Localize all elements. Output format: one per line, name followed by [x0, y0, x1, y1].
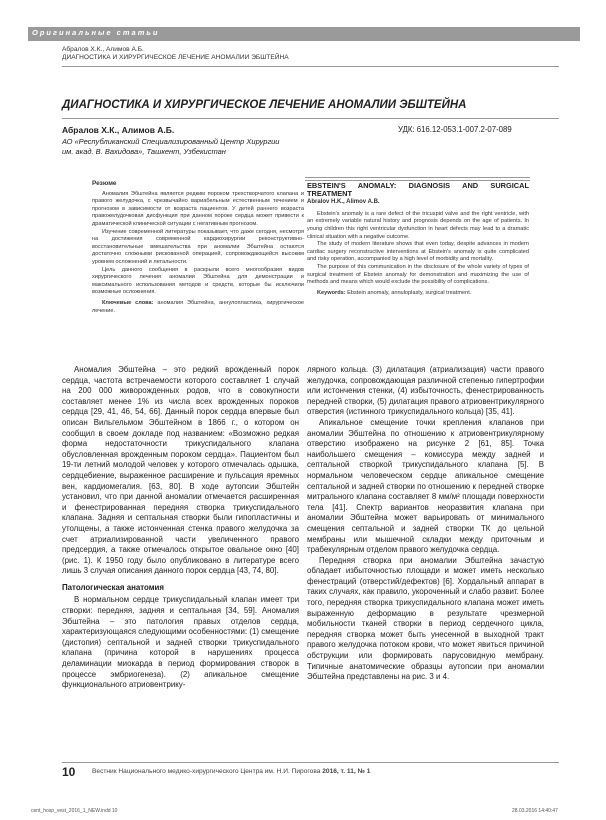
- print-file-mark: cent_hosp_vest_2016_1_NEW.indd 10: [31, 808, 118, 814]
- keywords-text: аномалия Эбштейна, аннулопластика, хирургическое лечение.: [92, 299, 305, 314]
- keywords-label: Ключевые слова:: [102, 299, 154, 306]
- affiliation-line: АО «Республиканский Специализированный Центр Хирургии: [62, 137, 280, 146]
- page-number: 10: [62, 765, 76, 779]
- section-subheading: Патологическая анатомия: [62, 582, 165, 592]
- abstract-keywords: [92, 300, 304, 315]
- body-column-right: [307, 365, 544, 683]
- abstract-en: [307, 182, 529, 297]
- section-label: Оригинальные статьи: [32, 28, 160, 37]
- abstract-ru: [92, 180, 304, 315]
- title-divider: [62, 118, 559, 119]
- running-head-authors: Абралов Х.К., Алимов А.Б.: [62, 46, 144, 53]
- abstract-paragraph: Изучение современной литературы показывает, что даже сегодня, несмотря на достижения современной кардиохирургии реконструктивно-восстановительные вмешательства при аномалии Эбштейна остаются достаточно сложными рискованной операцией, сопровождающейся высоким уровнем осложнений и летальности.: [92, 228, 304, 265]
- header-divider: [62, 66, 559, 67]
- running-head: [62, 46, 289, 62]
- body-paragraph: Аномалия Эбштейна – это редкий врожденный порок сердца, частота встречаемости которого составляет 1 случай на 200 000 живорожденных родов, что в совокупности составляет менее 1% из числа всех врожденных пороков сердца [29, 41, 46, 54, 66]. Данный порок сердца впервые был описан Вильгельмом Эбштейном в 1866 г., о котором он сообщил в своем докладе под названием: «Возможно редкая форма недостаточности трикуспидального клапана обусловленная врожденным пороком сердца». Пациентом был 19-ти летний молодой человек у которого отмечалась одышка, сердцебиение, выраженное расширение и пульсация яремных вен, кардиомегалия. [63, 80]. В ходе аутопсии Эбштейн установил, что при данной аномалии отмечается расширенная и фенестрированная передняя створка трикуспидального клапана. Задняя и септальная створки были гипопластичны и утолщены, а также истонченная стенка правого желудочка за счет атриализированной части увеличенного правого предсердия, а также отмечалось открытое овальное окно [40] (рис. 1). К 1950 году было опубликовано в литературе всего лишь 3 случая описания данного порок сердца [43, 74, 80].: [62, 365, 299, 576]
- journal-name: Вестник Национального медико-хирургического Центра им. Н.И. Пирогова: [92, 768, 321, 775]
- abstract-en-title: EBSTEIN'S ANOMALY: DIAGNOSIS AND SURGICAL TREATMENT: [307, 181, 529, 198]
- abstract-paragraph: Ebstein's anomaly is a rare defect of the tricuspid valve and the right ventricle, with an extremely variable natural history and prognosis depends on the age of patients. In young children this right ventricular dysfunction in heart defects may lead to a dramatic clinical situation with a negative outcome.: [307, 210, 529, 240]
- abstract-paragraph: The purpose of this communication in the disclosure of the whole variety of types of surgical treatment of Ebstein anomaly for demonstration and maximizing the use of methods and means which would exclude the possibility of complications.: [307, 263, 529, 286]
- body-paragraph: лярного кольца. (3) дилатация (атриализация) части правого желудочка, сопровождающая различной степенью гипертрофии или истончения стенки, (4) избыточность, фенестрированность передней створки, (5) дилатация правого атриовентрикулярного отверстия (истинного трикуспидального кольца) [35, 41].: [307, 365, 544, 417]
- abstract-paragraph: The study of modern literature shows that even today, despite advances in modern cardiac surgery reconstructive interventions at Ebstein's anomaly is quite complicated and risky operation, accompanied by a high level of morbidity and mortality.: [307, 241, 529, 263]
- abstract-en-rule: [305, 180, 530, 181]
- article-title: ДИАГНОСТИКА И ХИРУРГИЧЕСКОЕ ЛЕЧЕНИЕ АНОМАЛИИ ЭБШТЕЙНА: [62, 99, 467, 111]
- keywords-text: Ebstein anomaly, annuloplasty, surgical treatment.: [347, 289, 472, 296]
- body-paragraph: Апикальное смещение точки крепления клапанов при аномалии Эбштейна по отношению к атриовентрикулярному отверстию изображено на рисунке 2 [61, 85]. Точка наибольшего смещения – комиссура между задней и септальной створкой трикуспидального клапана [5]. В нормальном человеческом сердце апикальное смещение септальной и задней створки по отношению к передней створке митрального клапана составляет 8 мм/м² площади поверхности тела [41]. Спектр вариантов неоразвития клапана при аномалии Эбштейна может варьировать от минимального смещения септальной и задней створки ТК до цельной мембраны или мышечной складки между приточным и трабекулярным отделом правого желудочка сердца.: [307, 417, 544, 555]
- journal-issue: 2016, т. 11, № 1: [322, 768, 371, 775]
- body-paragraph: В нормальном сердце трикуспидальный клапан имеет три створки: передняя, задняя и септальная [34, 59]. Аномалия Эбштейна – это патология правых отделов сердца, характеризующаяся следующими особенностями: (1) смещение (дистопия) септальной и задней створки трикуспидального клапана (причина которой в нарушениях процесса деламинации миокарда в период формирования створок в процессе эмбриогенеза). (2) апикальное смещение функционального атриовентрику-: [62, 595, 299, 690]
- abstract-ru-heading: Резюме: [92, 180, 117, 187]
- udc-code: УДК: 616.12-053.1-007.2-07-089: [398, 125, 512, 134]
- section-banner: [28, 27, 580, 41]
- affiliation-line: им. акад. В. Вахидова», Ташкент, Узбекистан: [62, 147, 226, 156]
- abstract-keywords: [307, 290, 529, 298]
- body-column-left: [62, 365, 299, 691]
- abstract-en-rule: [305, 177, 530, 178]
- abstract-paragraph: Цель данного сообщения в раскрыли всего многообразия видов хирургического лечения аномалии Эбштейна для демонстрации и максимального использования методов и средств, которые бы исключили возможные осложнения.: [92, 266, 304, 296]
- abstract-en-authors: Abralov H.K., Alimov A.B.: [307, 199, 380, 206]
- body-paragraph: Передняя створка при аномалии Эбштейна зачастую обладает избыточностью площади и может иметь несколько фенестраций (отверстий/дефектов) [6]. Хордальный аппарат в таких случаях, как правило, укороченный и слабо развит. Более того, передняя створка трикуспидального клапана может иметь выраженную деформацию в результате чрезмерной мобильности тканей створки в период сердечного цикла, передняя створка может быть унесенной в выходной тракт правого желудочка потоком крови, что может явиться причиной обструкции или формировать парусовидную мембрану. Типичные анатомические образцы аутопсии при аномалии Эбштейна представлены на рис. 3 и 4.: [307, 555, 544, 682]
- journal-citation: [92, 768, 370, 775]
- keywords-label: Keywords:: [317, 289, 346, 296]
- print-timestamp: 28.03.2016 14:40:47: [512, 808, 558, 814]
- footer-divider: [62, 762, 559, 763]
- running-head-title: ДИАГНОСТИКА И ХИРУРГИЧЕСКОЕ ЛЕЧЕНИЕ АНОМАЛИИ ЭБШТЕЙНА: [62, 54, 289, 61]
- abstract-paragraph: Аномалия Эбштейна является редким пороком трехстворчатого клапана и правого желудочка, с чрезвычайно вариабельным естественным течением и прогнозом в зависимости от возраста пациентов. У детей раннего возраста правожелудочковая дисфункция при данном пороке сердца может привести к драматической клинической ситуации с негативным прогнозом.: [92, 190, 304, 227]
- affiliation: [62, 137, 279, 157]
- article-authors: Абралов Х.К., Алимов А.Б.: [62, 125, 175, 135]
